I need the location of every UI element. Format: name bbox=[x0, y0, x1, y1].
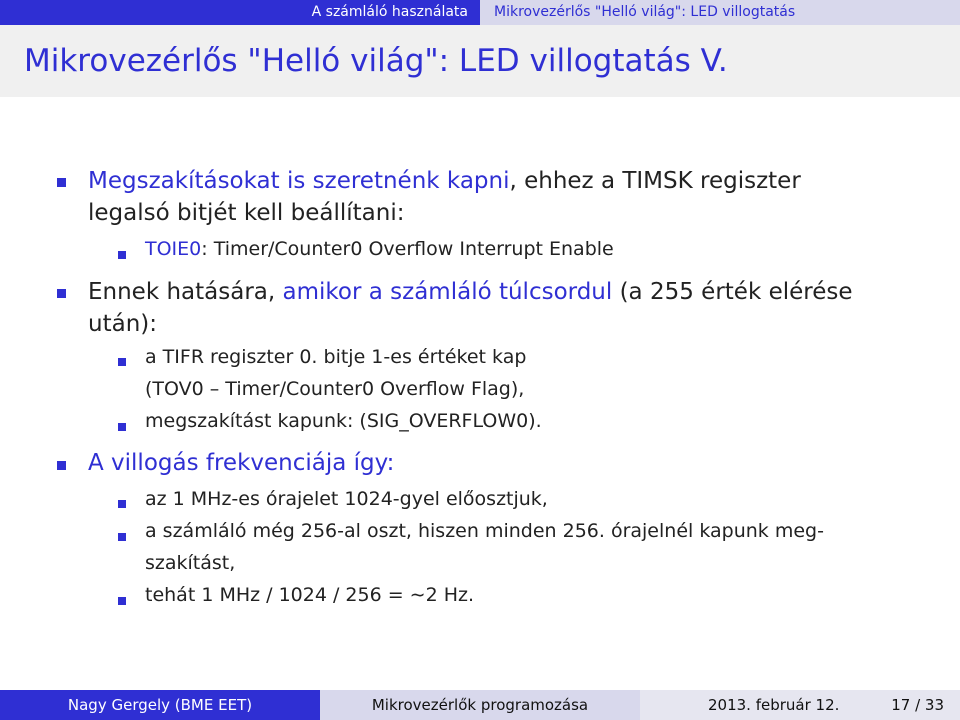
bullet-2-sub-1-line-2: (TOV0 – Timer/Counter0 Overflow Flag), bbox=[145, 378, 525, 400]
sub-bullet-marker bbox=[118, 533, 126, 541]
bullet-3-sub-1: az 1 MHz-es órajelet 1024-gyel előosztjuk, bbox=[145, 488, 548, 510]
bullet-2-sub-1-line-1: a TIFR regiszter 0. bitje 1-es értéket kap bbox=[145, 346, 527, 368]
bullet-2-line-1 bbox=[88, 279, 853, 305]
footer-page-number: 17 / 33 bbox=[891, 696, 944, 714]
sub-bullet-marker bbox=[118, 358, 126, 366]
bullet-1-strong: Megszakításokat is szeretnénk kapni bbox=[88, 168, 510, 194]
sub-bullet-marker bbox=[118, 597, 126, 605]
bullet-marker bbox=[57, 178, 66, 187]
sub-1-rest: : Timer/Counter0 Overflow Interrupt Enable bbox=[201, 238, 614, 260]
nav-section-link[interactable]: A számláló használata bbox=[0, 0, 480, 25]
bullet-3-sub-2-line-2: szakítást, bbox=[145, 552, 236, 574]
sub-bullet-marker bbox=[118, 251, 126, 259]
bullet-3-sub-3: tehát 1 MHz / 1024 / 256 = ∼2 Hz. bbox=[145, 584, 475, 606]
footer-date-page bbox=[640, 690, 960, 720]
bullet-1-line-2: legalsó bitjét kell beállítani: bbox=[88, 200, 405, 226]
bullet-marker bbox=[57, 289, 66, 298]
bullet-1-line-1 bbox=[88, 168, 801, 194]
bullet-3-sub-2-line-1: a számláló még 256-al oszt, hiszen minden 256. órajelnél kapunk meg- bbox=[145, 520, 824, 542]
bullet-1-rest: , ehhez a TIMSK regiszter bbox=[509, 168, 801, 194]
bullet-2-post: (a 255 érték elérése bbox=[612, 279, 853, 305]
footer-date: 2013. február 12. bbox=[708, 696, 840, 714]
bullet-2-line-2: után): bbox=[88, 311, 157, 337]
footer-author: Nagy Gergely (BME EET) bbox=[0, 690, 320, 720]
bullet-marker bbox=[57, 461, 66, 470]
footer bbox=[0, 690, 960, 720]
bullet-3-line-1: A villogás frekvenciája így: bbox=[88, 450, 395, 476]
bullet-2-strong: amikor a számláló túlcsordul bbox=[282, 279, 613, 305]
sub-1-strong: TOIE0 bbox=[145, 238, 202, 260]
footer-course: Mikrovezérlők programozása bbox=[320, 690, 640, 720]
bullet-2-sub-2: megszakítást kapunk: (SIG_OVERFLOW0). bbox=[145, 410, 542, 432]
bullet-1-sub-1 bbox=[145, 238, 614, 260]
nav-subsection-link[interactable]: Mikrovezérlős "Helló világ": LED villogtatás bbox=[480, 0, 960, 25]
bullet-2-pre: Ennek hatására, bbox=[88, 279, 283, 305]
frame-title: Mikrovezérlős "Helló világ": LED villogtatás V. bbox=[0, 25, 960, 97]
sub-bullet-marker bbox=[118, 500, 126, 508]
sub-bullet-marker bbox=[118, 423, 126, 431]
